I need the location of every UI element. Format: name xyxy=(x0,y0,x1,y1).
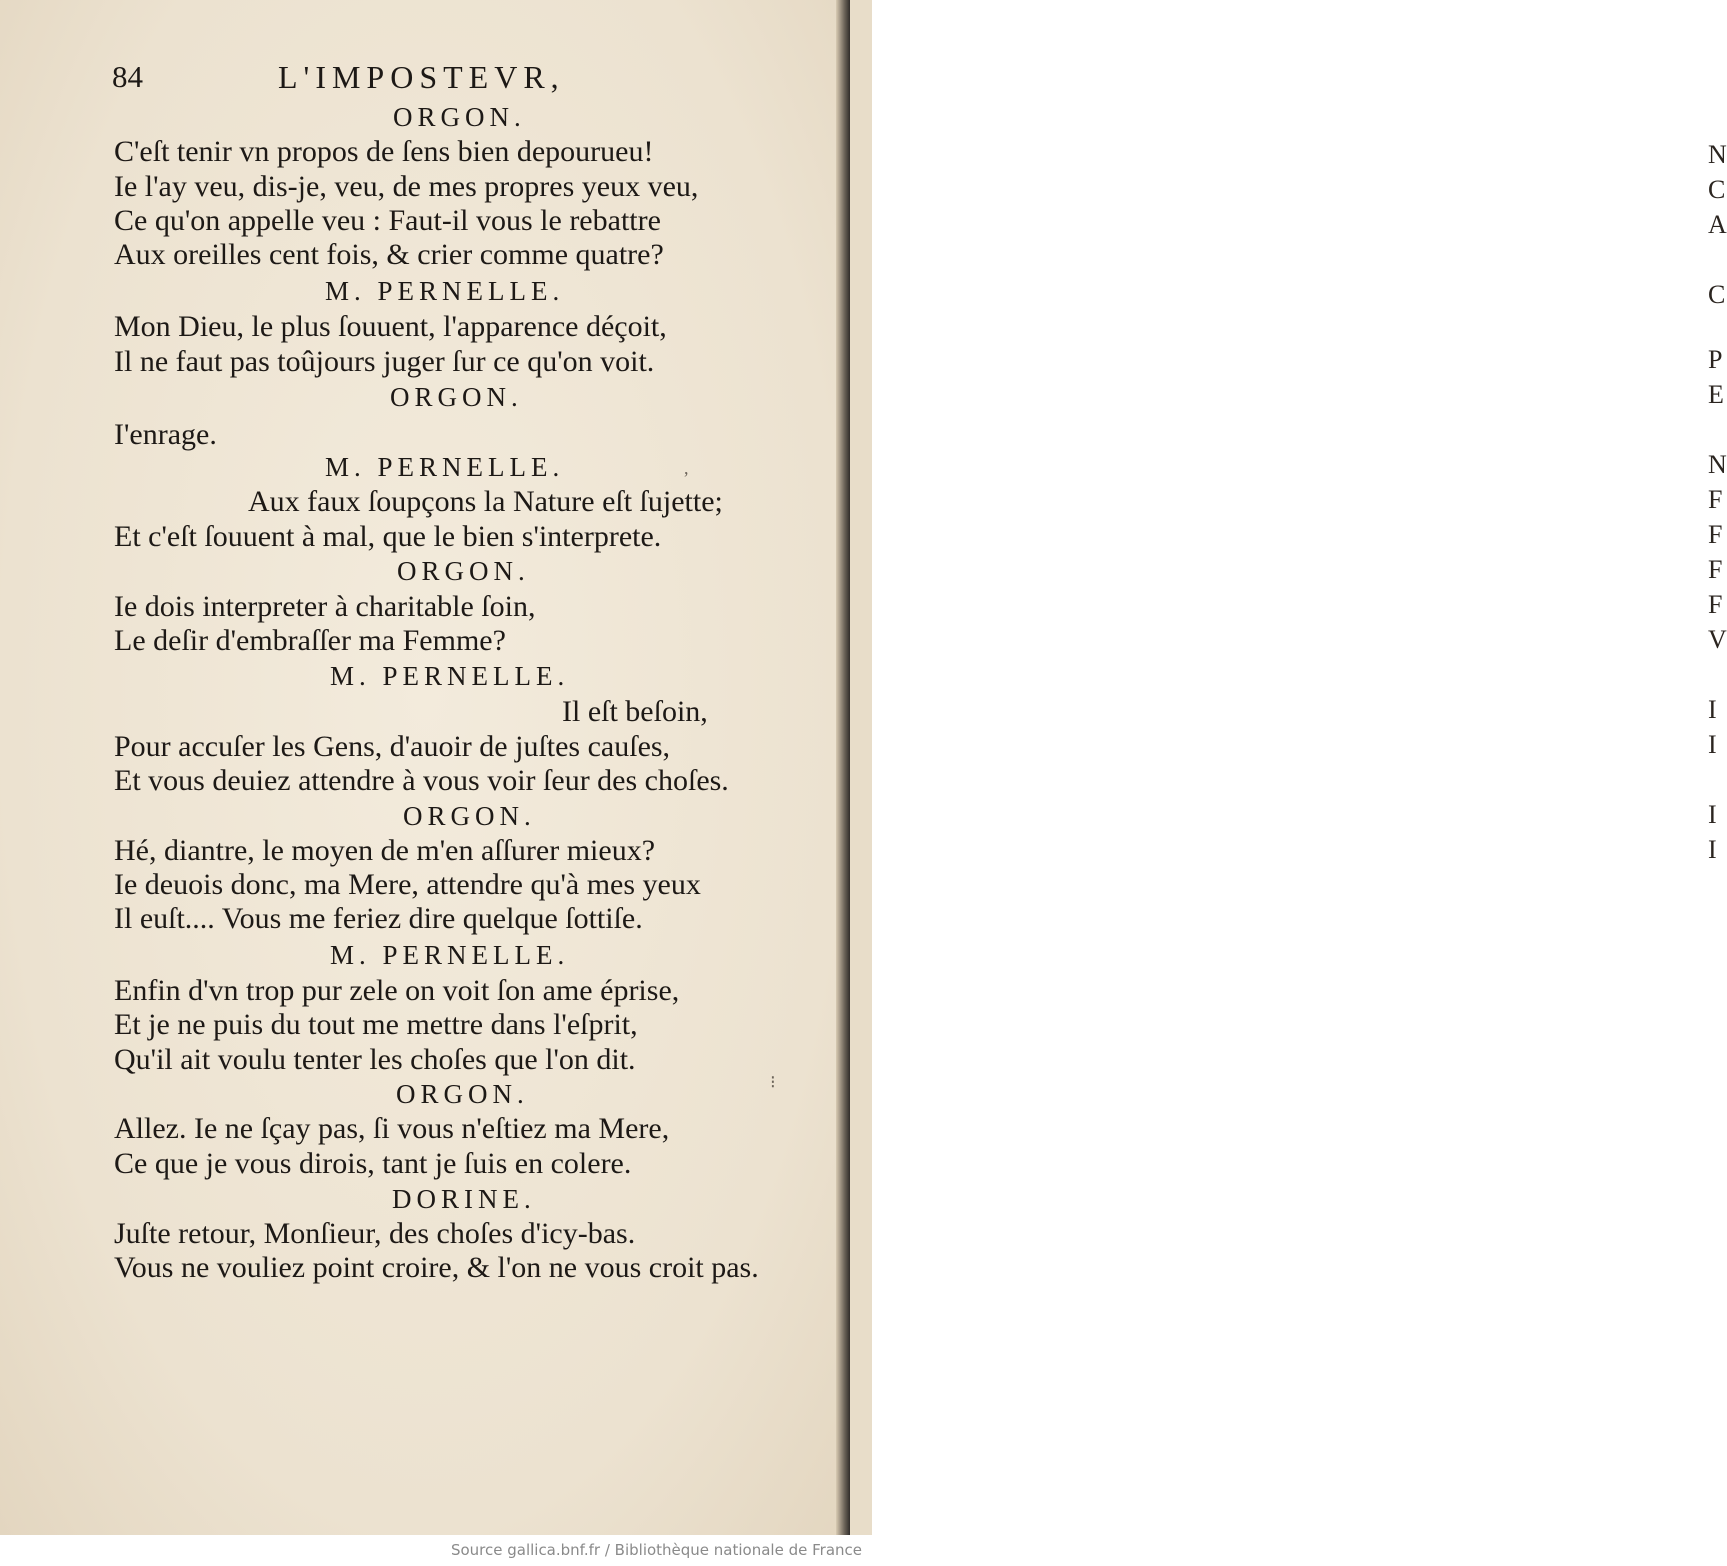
verse-line: Allez. Ie ne ſçay pas, ſi vous n'eſtiez ma Mere, xyxy=(114,1112,670,1145)
speaker-heading: ORGON. xyxy=(397,556,530,586)
speaker-heading: ORGON. xyxy=(396,1079,529,1109)
edge-letter: F xyxy=(1708,485,1723,514)
verse-line: Il ne faut pas toûjours juger ſur ce qu'on voit. xyxy=(114,345,655,378)
verse-line: Il euſt.... Vous me feriez dire quelque ſottiſe. xyxy=(114,902,643,935)
speaker-heading: ORGON. xyxy=(390,382,523,412)
edge-letter: N xyxy=(1708,140,1727,169)
book-page xyxy=(0,0,850,1535)
speaker-heading: M. PERNELLE. xyxy=(330,940,570,970)
source-credit: Source gallica.bnf.fr / Bibliothèque nationale de France xyxy=(450,1541,862,1559)
verse-line: Aux faux ſoupçons la Nature eſt ſujette; xyxy=(248,485,723,518)
verse-line: Et c'eſt ſouuent à mal, que le bien s'interprete. xyxy=(114,520,662,553)
edge-letter: E xyxy=(1708,380,1724,409)
edge-letter: I xyxy=(1708,835,1717,864)
edge-letter: F xyxy=(1708,590,1723,619)
verse-line: Ce qu'on appelle veu : Faut-il vous le rebattre xyxy=(114,204,661,237)
verse-line: Le deſir d'embraſſer ma Femme? xyxy=(114,624,506,657)
facing-page-edge xyxy=(850,0,1727,1535)
footer-bar xyxy=(0,1535,872,1566)
verse-line: Mon Dieu, le plus ſouuent, l'apparence déçoit, xyxy=(114,310,667,343)
verse-line: Pour accuſer les Gens, d'auoir de juſtes cauſes, xyxy=(114,730,671,763)
stray-mark: , xyxy=(684,458,689,478)
edge-letter: I xyxy=(1708,800,1717,829)
verse-line: Aux oreilles cent fois, & crier comme quatre? xyxy=(114,238,664,271)
verse-line: Ie deuois donc, ma Mere, attendre qu'à mes yeux xyxy=(114,868,701,901)
edge-letter: F xyxy=(1708,520,1723,549)
verse-line: Ie dois interpreter à charitable ſoin, xyxy=(114,590,536,623)
edge-letter: N xyxy=(1708,450,1727,479)
book-gutter xyxy=(836,0,850,1535)
verse-line: Ce que je vous dirois, tant je ſuis en colere. xyxy=(114,1147,632,1180)
verse-line: C'eſt tenir vn propos de ſens bien depourueu! xyxy=(114,135,654,168)
speaker-heading: ORGON. xyxy=(403,801,536,831)
verse-line: Qu'il ait voulu tenter les choſes que l'on dit. xyxy=(114,1043,636,1076)
verse-line: I'enrage. xyxy=(114,418,217,451)
stray-mark: ⁝ xyxy=(770,1072,776,1092)
page-number: 84 xyxy=(112,59,143,94)
edge-letter: C xyxy=(1708,280,1726,309)
speaker-heading: M. PERNELLE. xyxy=(325,276,565,306)
speaker-heading: ORGON. xyxy=(393,102,526,132)
edge-letter: I xyxy=(1708,695,1717,724)
verse-line: Il eſt beſoin, xyxy=(562,695,708,728)
speaker-heading: M. PERNELLE. xyxy=(325,452,565,482)
verse-line: Et je ne puis du tout me mettre dans l'eſprit, xyxy=(114,1008,638,1041)
verse-line: Et vous deuiez attendre à vous voir ſeur des choſes. xyxy=(114,764,729,797)
edge-letter: V xyxy=(1708,625,1727,654)
verse-line: Enfin d'vn trop pur zele on voit ſon ame éprise, xyxy=(114,974,680,1007)
edge-letter: A xyxy=(1708,210,1727,239)
edge-letter: F xyxy=(1708,555,1723,584)
verse-line: Juſte retour, Monſieur, des choſes d'icy-bas. xyxy=(114,1217,636,1250)
verse-line: Ie l'ay veu, dis-je, veu, de mes propres yeux veu, xyxy=(114,170,699,203)
edge-letter: C xyxy=(1708,175,1726,204)
edge-letter: P xyxy=(1708,345,1723,374)
verse-line: Vous ne vouliez point croire, & l'on ne vous croit pas. xyxy=(114,1251,759,1284)
verse-line: Hé, diantre, le moyen de m'en aſſurer mieux? xyxy=(114,834,656,867)
speaker-heading: M. PERNELLE. xyxy=(330,661,570,691)
running-title: L'IMPOSTEVR, xyxy=(278,59,565,95)
speaker-heading: DORINE. xyxy=(392,1184,536,1214)
edge-letter: I xyxy=(1708,730,1717,759)
